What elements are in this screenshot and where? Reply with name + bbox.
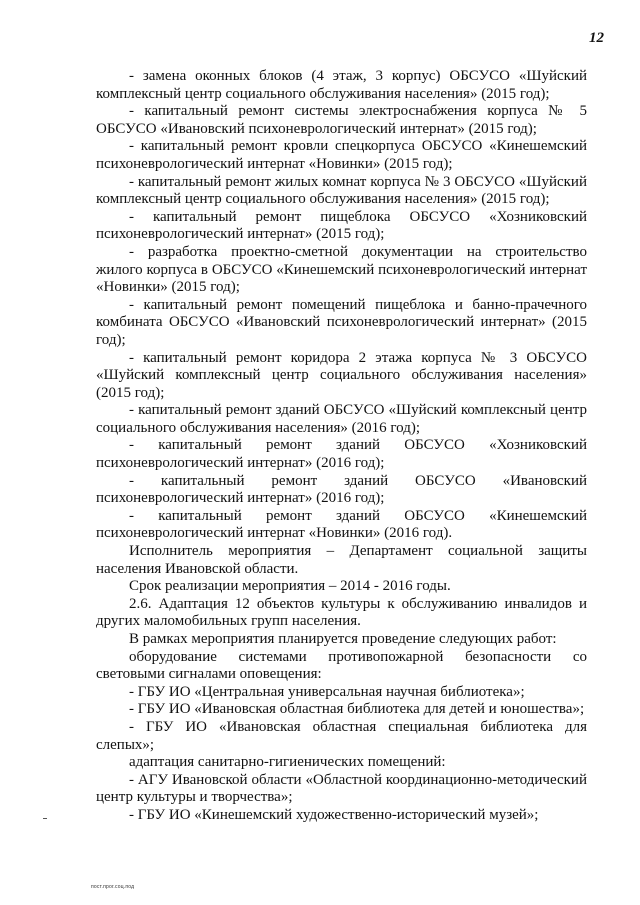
paragraph: - капитальный ремонт кровли спецкорпуса ОБСУСО «Кинешемский психоневрологический интернат «Новинки» (2015 год);	[96, 138, 587, 172]
paragraph: - капитальный ремонт системы электроснабжения корпуса № 5 ОБСУСО «Ивановский психоневрологический интернат» (2015 год);	[96, 103, 587, 137]
paragraph: - капитальный ремонт пищеблока ОБСУСО «Хозниковский психоневрологический интернат» (2015 год);	[96, 208, 587, 243]
margin-mark	[43, 818, 47, 819]
paragraph: - ГБУ ИО «Кинешемский художественно-исторический музей»;	[129, 806, 539, 823]
paragraph: - капитальный ремонт зданий ОБСУСО «Ивановский психоневрологический интернат» (2016 год);	[96, 472, 587, 507]
paragraph: - капитальный ремонт жилых комнат корпуса № 3 ОБСУСО «Шуйский комплексный центр социального обслуживания населения» (2015 год);	[96, 173, 587, 208]
page-number: 12	[589, 30, 604, 46]
paragraph: 2.6. Адаптация 12 объектов культуры к обслуживанию инвалидов и других маломобильных групп населения.	[96, 595, 587, 630]
paragraph: - капитальный ремонт зданий ОБСУСО «Кинешемский психоневрологический интернат «Новинки» (2016 год).	[96, 507, 587, 542]
paragraph: оборудование системами противопожарной безопасности со световыми сигналами оповещения:	[96, 648, 587, 683]
footer-filename: пост.прог.соц.под	[91, 884, 135, 890]
paragraph: - ГБУ ИО «Ивановская областная специальная библиотека для слепых»;	[96, 718, 587, 753]
paragraph: - капитальный ремонт помещений пищеблока и банно-прачечного комбината ОБСУСО «Ивановский психоневрологический интернат» (2015 год);	[96, 296, 587, 348]
paragraph: - ГБУ ИО «Ивановская областная библиотека для детей и юношества»;	[129, 701, 585, 718]
paragraph: - капитальный ремонт коридора 2 этажа корпуса № 3 ОБСУСО «Шуйский комплексный центр социального обслуживания населения» (2015 год);	[96, 349, 587, 401]
paragraph: - капитальный ремонт зданий ОБСУСО «Хозниковский психоневрологический интернат» (2016 год);	[96, 437, 587, 472]
paragraph: Срок реализации мероприятия – 2014 - 2016 годы.	[129, 578, 451, 595]
paragraph: В рамках мероприятия планируется проведение следующих работ:	[129, 631, 557, 647]
paragraph: - замена оконных блоков (4 этаж, 3 корпус) ОБСУСО «Шуйский комплексный центр социального обслуживания населения» (2015 год);	[96, 68, 587, 102]
paragraph: адаптация санитарно-гигиенических помещений:	[129, 754, 446, 771]
document-body	[96, 68, 587, 825]
paragraph: - АГУ Ивановской области «Областной координационно-методический центр культуры и творчества»;	[96, 771, 587, 806]
paragraph: - разработка проектно-сметной документации на строительство жилого корпуса в ОБСУСО «Кинешемский психоневрологический интернат «Новинки» (2015 год);	[96, 243, 587, 296]
paragraph: Исполнитель мероприятия – Департамент социальной защиты населения Ивановской области.	[96, 543, 587, 577]
paragraph: - ГБУ ИО «Центральная универсальная научная библиотека»;	[129, 683, 525, 700]
paragraph: - капитальный ремонт зданий ОБСУСО «Шуйский комплексный центр социального обслуживания населения» (2016 год);	[96, 402, 587, 436]
